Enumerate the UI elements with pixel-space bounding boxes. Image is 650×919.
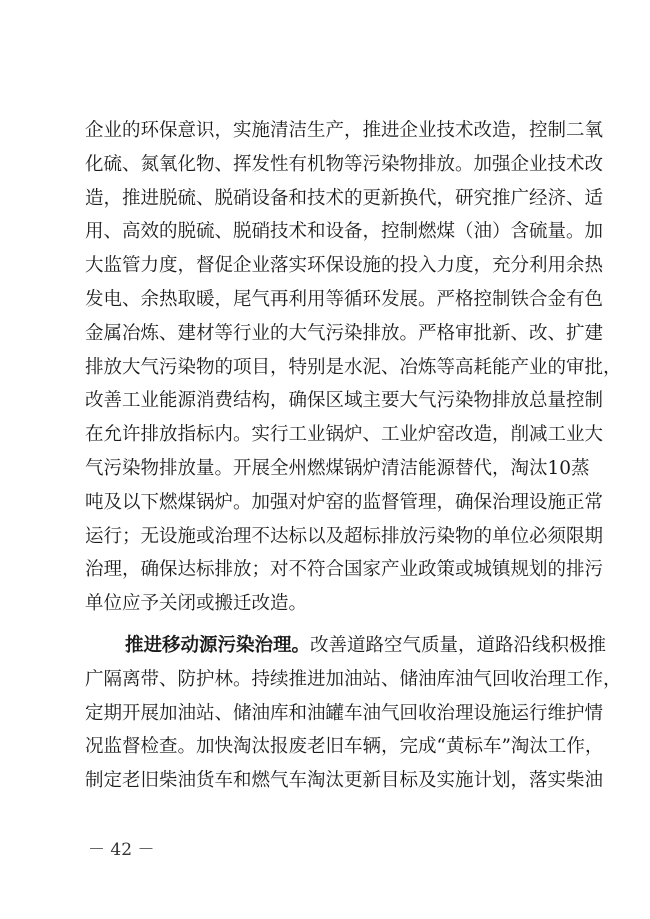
paragraph-mobile-source: [85, 629, 622, 798]
paragraph-heading: 推进移动源污染治理。: [125, 634, 311, 656]
text-line: [85, 629, 607, 663]
text-line: 运行；无设施或治理不达标以及超标排放污染物的单位必须限期: [85, 525, 604, 547]
text-line: 大监管力度，督促企业落实环保设施的投入力度，充分利用余热: [85, 255, 604, 277]
text-line: 企业的环保意识，实施清洁生产，推进企业技术改造，控制二氧: [85, 120, 604, 141]
text-line: 用、高效的脱硫、脱硝技术和设备，控制燃煤（油）含硫量。加: [85, 221, 604, 243]
text-line: 发电、余热取暖，尾气再利用等循环发展。严格控制铁合金有色: [85, 288, 604, 310]
text-line: 吨及以下燃煤锅炉。加强对炉窑的监督管理，确保治理设施正常: [85, 491, 604, 513]
document-body: [85, 114, 622, 798]
text-line: 改善工业能源消费结构，确保区域主要大气污染物排放总量控制: [85, 390, 604, 412]
text-line: 排放大气污染物的项目，特别是水泥、冶炼等高耗能产业的审批，: [85, 356, 622, 378]
text-line: 况监督检查。加快淘汰报废老旧车辆，完成“黄标车”淘汰工作，: [85, 736, 604, 758]
text-line: 在允许排放指标内。实行工业锅炉、工业炉窑改造，削减工业大: [85, 424, 604, 446]
text-line: 定期开展加油站、储油库和油罐车油气回收治理设施运行维护情: [85, 702, 604, 724]
text-line: 治理，确保达标排放；对不符合国家产业政策或城镇规划的排污: [85, 559, 604, 581]
text-line: 气污染物排放量。开展全州燃煤锅炉清洁能源替代，淘汰10蒸: [85, 457, 590, 479]
text-line: 广隔离带、防护林。持续推进加油站、储油库油气回收治理工作，: [85, 668, 622, 690]
paragraph-industrial-pollution: [85, 114, 622, 621]
text-line: 金属冶炼、建材等行业的大气污染排放。严格审批新、改、扩建: [85, 322, 604, 344]
text-line: 制定老旧柴油货车和燃气车淘汰更新目标及实施计划，落实柴油: [85, 770, 604, 792]
text-line: 化硫、氮氧化物、挥发性有机物等污染物排放。加强企业技术改: [85, 153, 604, 175]
text-span: 改善道路空气质量，道路沿线积极推: [310, 634, 607, 656]
text-line: 造，推进脱硫、脱硝设备和技术的更新换代，研究推广经济、适: [85, 187, 604, 209]
text-line: 单位应予关闭或搬迁改造。: [85, 593, 308, 615]
page-number: － 42 －: [88, 840, 155, 860]
